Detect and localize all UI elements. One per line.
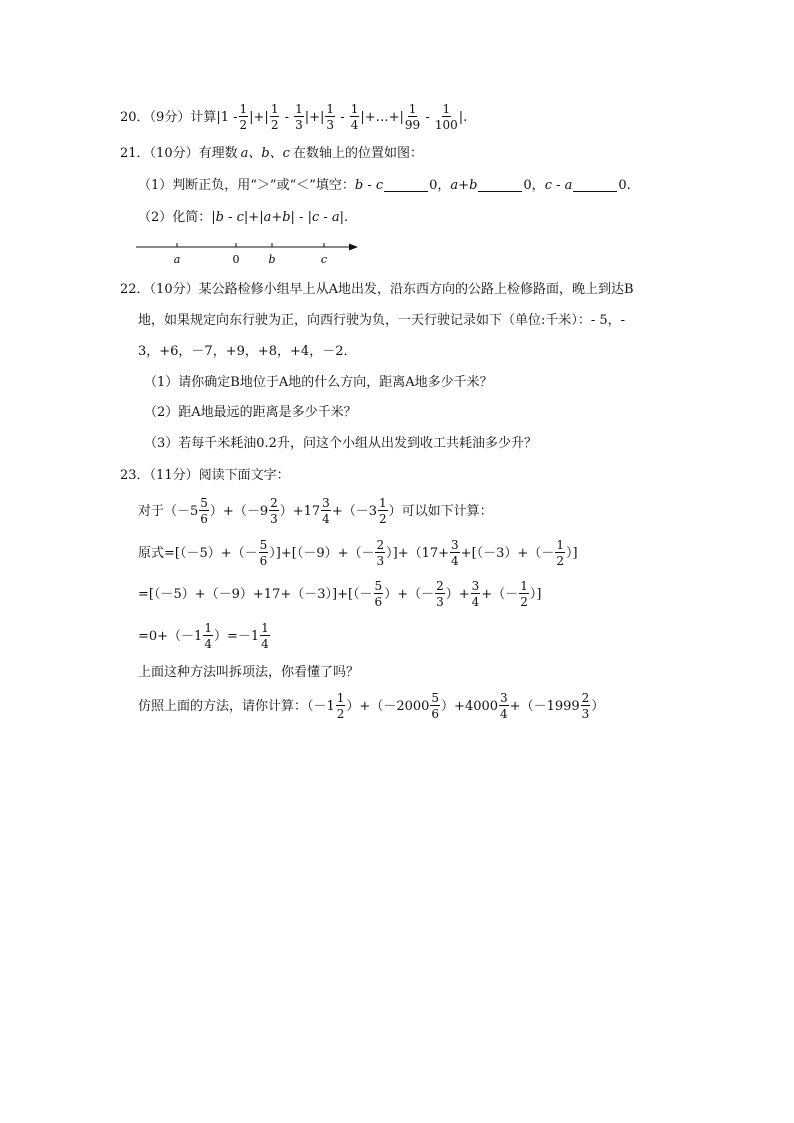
q22-line3: 3，+6，－7，+9，+8，+4，－2． bbox=[138, 344, 357, 359]
fraction: $\frac{2}{3}$ bbox=[270, 496, 278, 526]
q22-line1: 22．（10分）某公路检修小组早上从A地出发，沿东西方向的公路上检修路面，晚上到达B bbox=[120, 282, 634, 297]
fraction: $\frac{5}{6}$ bbox=[431, 691, 440, 721]
q23-row1: 对于（－5 $\frac{5}{6}$ ）+（－9 $\frac{2}{3}$ ）+17 $\frac{3}{4}$ +（－3 $\frac{1}{2}$ ）可以如下计算： bbox=[138, 496, 493, 526]
fraction: $\frac{1}{2}$ bbox=[556, 538, 564, 568]
number-line bbox=[130, 236, 370, 268]
q20-line: 20．（9分）计算 |1 - $\frac{1}{2}$ |+| $\frac{1}{2}$ - $\frac{1}{3}$ |+| $\frac{1}{3}$ - $\frac{1}{4}$ |+…+| $\frac{1}{99}$ - $\frac{1}{100}$ |. bbox=[120, 102, 468, 132]
fraction: $\frac{1}{2}$ bbox=[239, 102, 248, 132]
fraction: $\frac{1}{3}$ bbox=[295, 102, 303, 132]
q23-row5: 上面这种方法叫拆项法，你看懂了吗？ bbox=[138, 665, 360, 680]
q21-part1: （1）判断正负，用“＞”或“＜”填空： b - c 0 ， a+b 0 ， c - a 0 . bbox=[138, 178, 631, 193]
fraction: $\frac{1}{100}$ bbox=[434, 102, 458, 132]
fraction: $\frac{3}{4}$ bbox=[500, 691, 508, 721]
fraction: $\frac{1}{4}$ bbox=[261, 621, 269, 651]
label-b: b bbox=[268, 253, 276, 266]
label-0: 0 bbox=[232, 253, 240, 266]
q22-sub3: （3）若每千米耗油0.2升，问这个小组从出发到收工共耗油多少升？ bbox=[144, 436, 537, 451]
fraction: $\frac{1}{4}$ bbox=[204, 621, 212, 651]
q23-row3: =[（－5）+（－9）+17+（－3）]+[（－ $\frac{5}{6}$ ）+（－ $\frac{2}{3}$ ）+ $\frac{3}{4}$ +（－ $\frac{1}{2}$ ）] bbox=[138, 579, 542, 609]
label-c: c bbox=[320, 253, 328, 266]
q23-row6: 仿照上面的方法，请你计算：（－1 $\frac{1}{2}$ ）+（－2000 $\frac{5}{6}$ ）+4000 $\frac{3}{4}$ +（－1999 $\frac{2}{3}$ ） bbox=[138, 691, 605, 721]
fraction: $\frac{2}{3}$ bbox=[436, 579, 444, 609]
fraction: $\frac{1}{2}$ bbox=[378, 496, 387, 526]
fraction: $\frac{1}{3}$ bbox=[326, 102, 335, 132]
q22-line2: 地，如果规定向东行驶为正，向西行驶为负，一天行驶记录如下（单位:千米）：- 5，- bbox=[138, 313, 626, 328]
answer-blank[interactable] bbox=[478, 180, 522, 192]
q22-sub1: （1）请你确定B地位于A地的什么方向，距离A地多少千米？ bbox=[144, 375, 493, 390]
fraction: $\frac{3}{4}$ bbox=[451, 538, 459, 568]
fraction: $\frac{5}{6}$ bbox=[259, 538, 268, 568]
fraction: $\frac{3}{4}$ bbox=[471, 579, 480, 609]
q23-row2: 原式=[（－5）+（－ $\frac{5}{6}$ ）]+[（－9）+（－ $\frac{2}{3}$ ）]+（17+ $\frac{3}{4}$ +[（－3）+（－ $\frac{1}{2}$ ）] bbox=[138, 538, 578, 568]
label-a: a bbox=[173, 253, 181, 266]
q21-head-line: 21．（10分）有理数 a、b、c 在数轴上的位置如图： bbox=[120, 146, 423, 161]
fraction: $\frac{1}{2}$ bbox=[336, 691, 345, 721]
fraction: $\frac{1}{4}$ bbox=[350, 102, 359, 132]
q21-part2: （2）化简： |b - c|+|a+b| - |c - a| . bbox=[138, 210, 349, 225]
q22-sub2: （2）距A地最远的距离是多少千米？ bbox=[144, 405, 357, 420]
q23-head: 23．（11分）阅读下面文字： bbox=[120, 468, 290, 483]
fraction: $\frac{1}{2}$ bbox=[270, 102, 279, 132]
axis-arrow-icon bbox=[349, 244, 358, 251]
fraction: $\frac{5}{6}$ bbox=[200, 496, 208, 526]
fraction: $\frac{3}{4}$ bbox=[322, 496, 330, 526]
q20-head: 20．（9分）计算 bbox=[120, 109, 217, 125]
fraction: $\frac{2}{3}$ bbox=[376, 538, 385, 568]
q23-row4: =0+（－1 $\frac{1}{4}$ ）=－1 $\frac{1}{4}$ bbox=[138, 621, 269, 651]
answer-blank[interactable] bbox=[384, 180, 428, 192]
fraction: $\frac{1}{2}$ bbox=[520, 579, 528, 609]
fraction: $\frac{5}{6}$ bbox=[374, 579, 383, 609]
fraction: $\frac{1}{99}$ bbox=[404, 102, 421, 132]
fraction: $\frac{2}{3}$ bbox=[581, 691, 590, 721]
answer-blank[interactable] bbox=[573, 180, 617, 192]
